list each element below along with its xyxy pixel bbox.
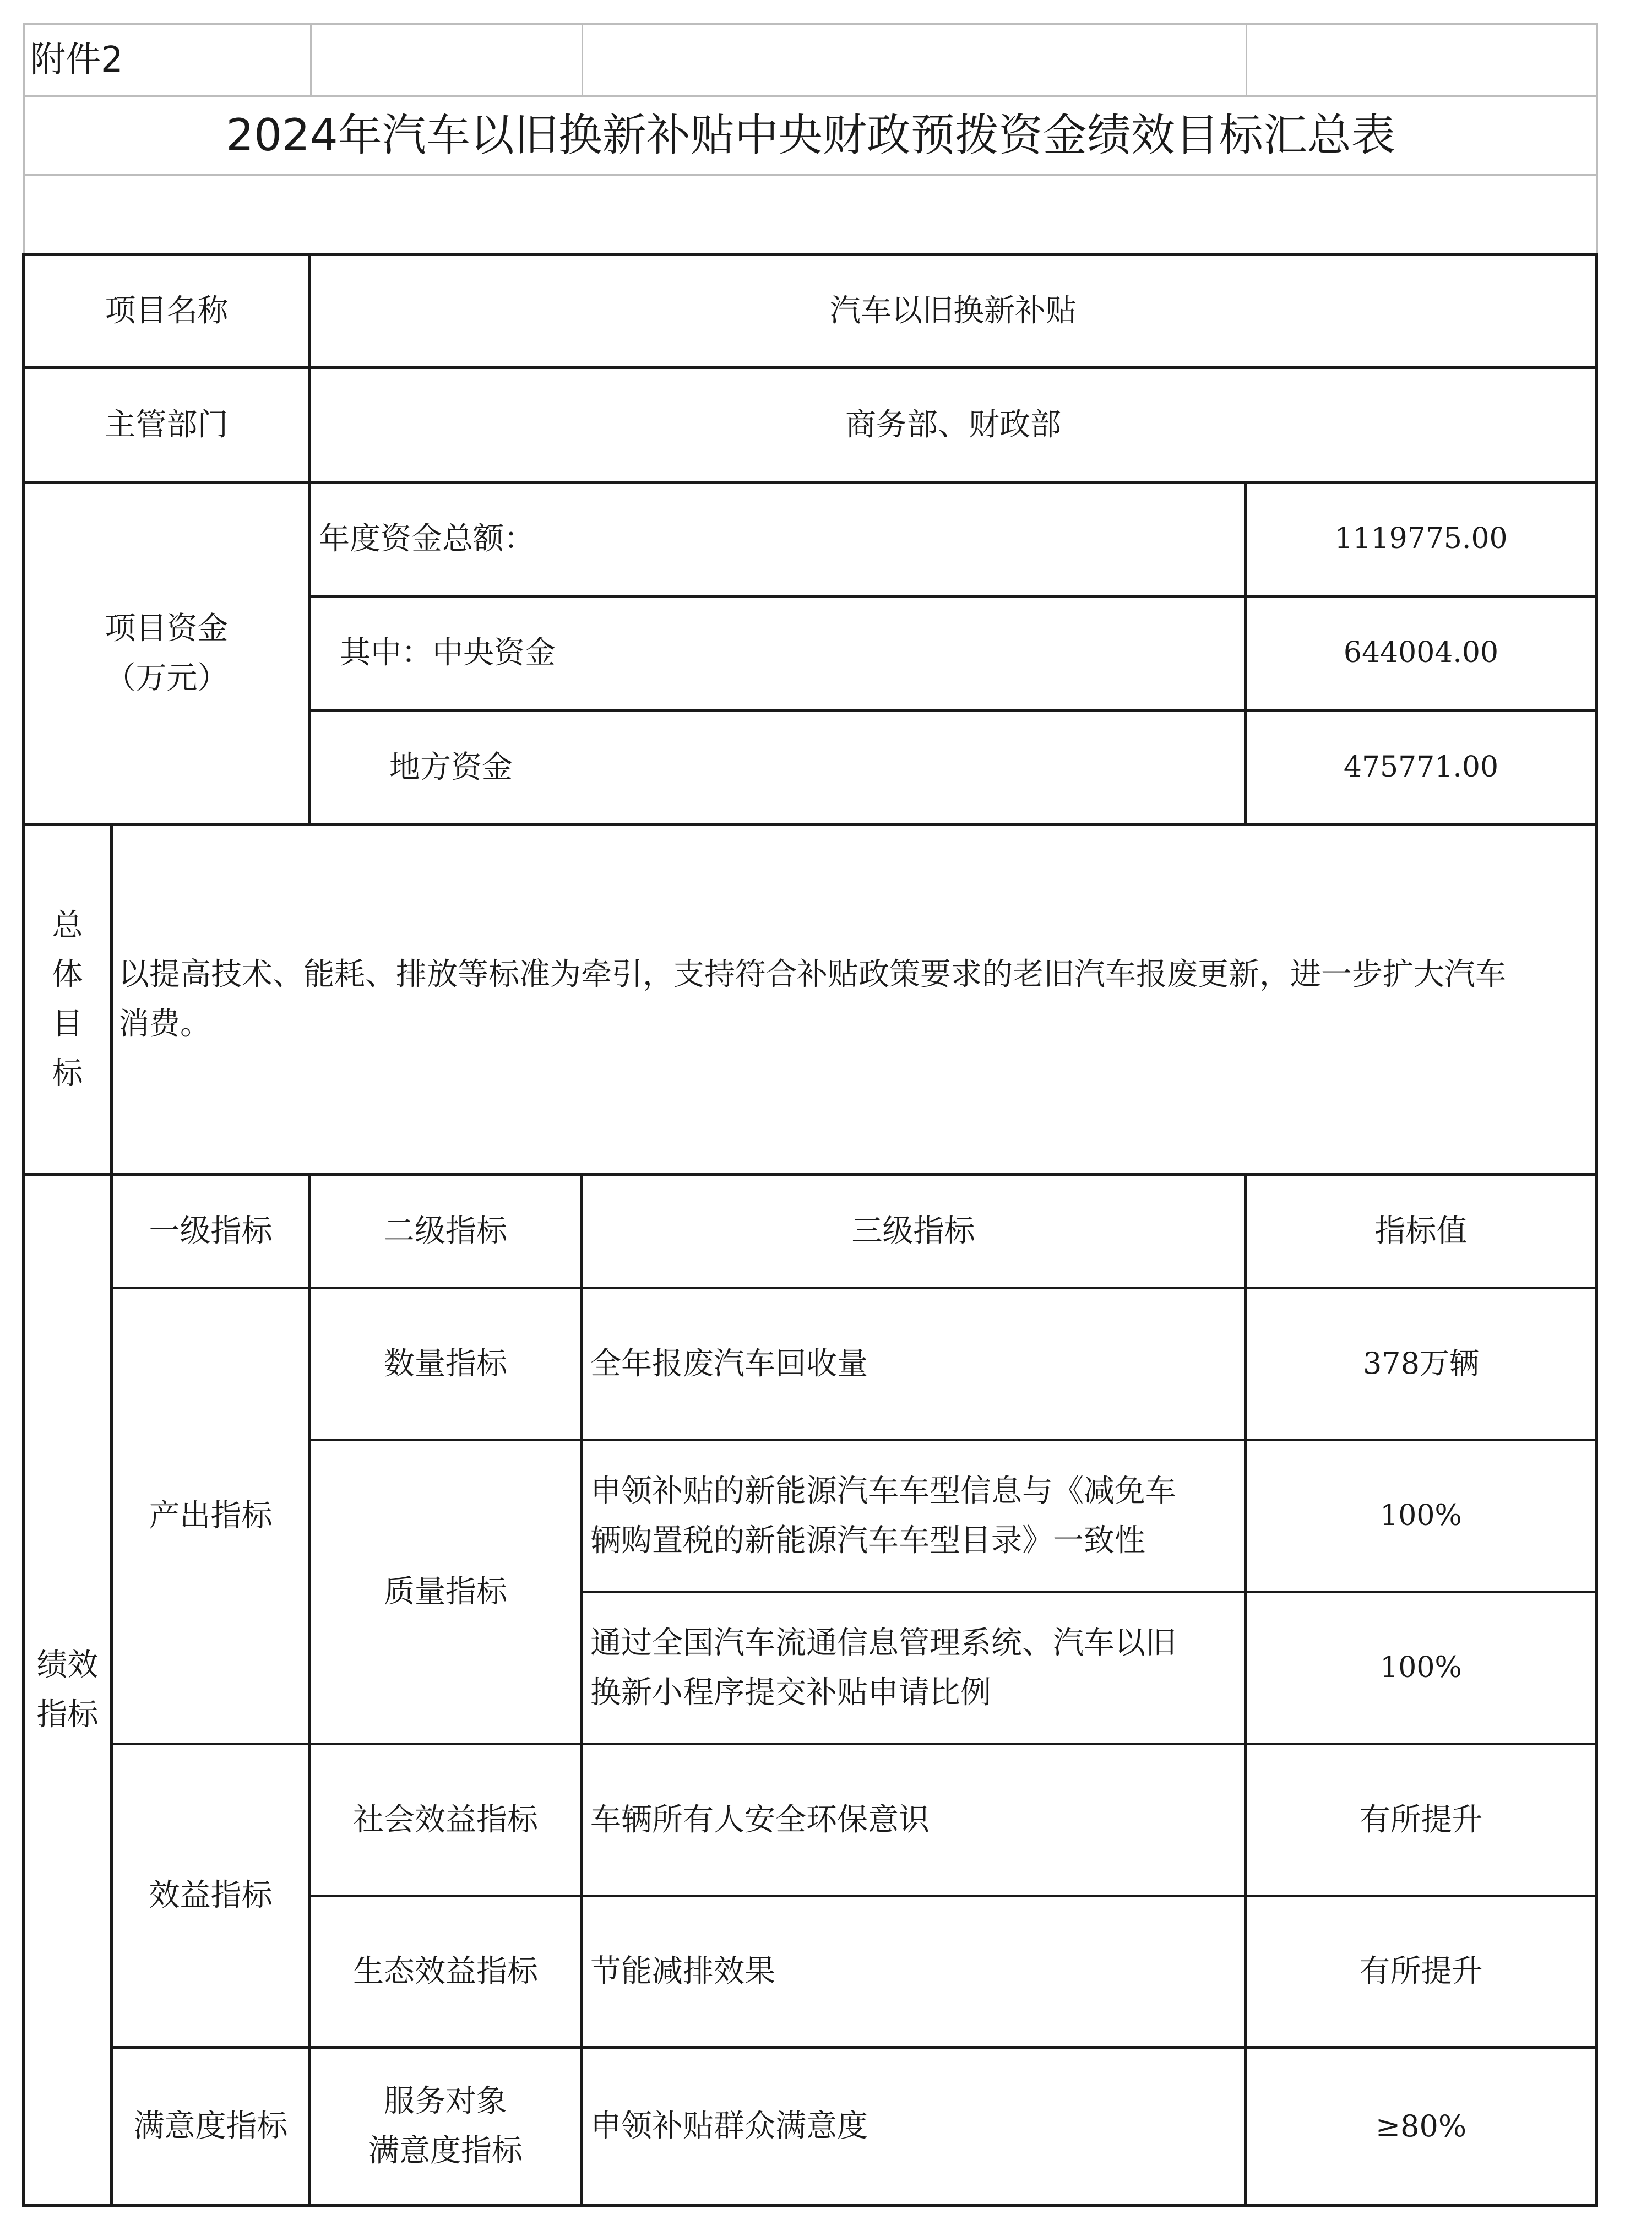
funds-central-label-text: 其中：中央资金 bbox=[340, 635, 556, 671]
satisfaction-item bbox=[583, 2049, 1244, 2204]
eco-value bbox=[1247, 1897, 1595, 2046]
satisfaction-level1-text: 满意度指标 bbox=[133, 2108, 288, 2145]
eco-value-text: 有所提升 bbox=[1359, 1953, 1483, 1990]
eco-label bbox=[311, 1897, 580, 2046]
col-header-level2-text: 二级指标 bbox=[384, 1213, 507, 1249]
social-item bbox=[583, 1745, 1244, 1895]
output-level1-text: 产出指标 bbox=[149, 1497, 273, 1534]
social-label-text: 社会效益指标 bbox=[353, 1801, 538, 1838]
quality-item-1-line1: 申领补贴的新能源汽车车型信息与《减免车 bbox=[590, 1473, 1176, 1509]
goal-label-char-4: 标 bbox=[52, 1055, 83, 1092]
satisfaction-level2-line1: 服务对象 bbox=[384, 2083, 507, 2120]
funds-central-value-text: 644004.00 bbox=[1343, 636, 1499, 670]
table-right-border bbox=[1595, 253, 1598, 2207]
output-level1 bbox=[113, 1289, 308, 1743]
quantity-value-text: 378万辆 bbox=[1362, 1346, 1480, 1381]
header-row2-bottom-border bbox=[23, 174, 1598, 176]
funds-total-label-text: 年度资金总额： bbox=[319, 521, 535, 557]
goal-text-line2: 消费。 bbox=[118, 1006, 211, 1042]
attachment-label bbox=[25, 25, 308, 95]
table-bottom-border bbox=[22, 2204, 1598, 2207]
funds-local-value bbox=[1247, 712, 1595, 823]
goal-text-line1: 以提高技术、能耗、排放等标准为牵引，支持符合补贴政策要求的老旧汽车报废更新，进一步扩大汽车 bbox=[118, 957, 1506, 993]
quantity-label-text: 数量指标 bbox=[384, 1345, 507, 1382]
goal-label-char-3: 目 bbox=[52, 1006, 83, 1042]
eco-label-text: 生态效益指标 bbox=[353, 1953, 538, 1990]
dept-label-text: 主管部门 bbox=[105, 406, 229, 443]
quantity-item bbox=[583, 1289, 1244, 1439]
funds-label-line1: 项目资金 bbox=[105, 610, 229, 647]
goal-label-char-2: 体 bbox=[52, 957, 83, 993]
quality-value-1 bbox=[1247, 1441, 1595, 1591]
quality-value-2 bbox=[1247, 1593, 1595, 1743]
performance-label-line2: 指标 bbox=[36, 1696, 99, 1733]
funds-total-value-text: 1119775.00 bbox=[1334, 522, 1508, 556]
attachment-text: 附件2 bbox=[30, 39, 123, 80]
quantity-item-text: 全年报废汽车回收量 bbox=[590, 1345, 868, 1382]
satisfaction-level2-line2: 满意度指标 bbox=[368, 2133, 523, 2169]
project-name-label bbox=[25, 256, 308, 366]
funds-local-label-text: 地方资金 bbox=[389, 749, 513, 785]
quality-value-1-text: 100% bbox=[1380, 1499, 1462, 1532]
funds-label-line2: （万元） bbox=[105, 660, 229, 696]
dept-value bbox=[311, 369, 1595, 481]
funds-central-label bbox=[311, 598, 1244, 709]
satisfaction-level2 bbox=[311, 2049, 580, 2204]
col-header-level1-text: 一级指标 bbox=[149, 1213, 273, 1249]
performance-label bbox=[25, 1176, 110, 2204]
satisfaction-value-text: ≥80% bbox=[1375, 2108, 1467, 2143]
goal-text bbox=[113, 826, 1595, 1173]
social-value bbox=[1247, 1745, 1595, 1895]
goal-label-char-1: 总 bbox=[52, 907, 83, 943]
quality-item-2-line2: 换新小程序提交补贴申请比例 bbox=[590, 1674, 991, 1711]
header-sep-2 bbox=[582, 23, 583, 95]
funds-local-label bbox=[311, 712, 1244, 823]
col-header-level2 bbox=[311, 1176, 580, 1287]
quantity-value bbox=[1247, 1289, 1595, 1439]
project-name-value-text: 汽车以旧换新补贴 bbox=[830, 293, 1077, 329]
social-value-text: 有所提升 bbox=[1359, 1801, 1483, 1838]
benefit-level1-text: 效益指标 bbox=[149, 1877, 273, 1914]
header-sep-1 bbox=[310, 23, 312, 95]
quality-label-text: 质量指标 bbox=[384, 1573, 507, 1610]
quality-item-1 bbox=[583, 1441, 1244, 1591]
quality-label bbox=[311, 1441, 580, 1743]
satisfaction-level1 bbox=[113, 2049, 308, 2204]
col-header-value-text: 指标值 bbox=[1374, 1213, 1468, 1249]
quality-item-2-line1: 通过全国汽车流通信息管理系统、汽车以旧 bbox=[590, 1625, 1176, 1661]
satisfaction-value bbox=[1247, 2049, 1595, 2204]
social-label bbox=[311, 1745, 580, 1895]
dept-value-text: 商务部、财政部 bbox=[845, 406, 1061, 443]
funds-central-value bbox=[1247, 598, 1595, 709]
eco-item-text: 节能减排效果 bbox=[590, 1953, 775, 1990]
header-sep-3 bbox=[1246, 23, 1247, 95]
project-name-label-text: 项目名称 bbox=[105, 293, 229, 329]
goal-label bbox=[25, 826, 110, 1173]
quality-item-2 bbox=[583, 1593, 1244, 1743]
quantity-label bbox=[311, 1289, 580, 1439]
col-header-level3-text: 三级指标 bbox=[851, 1213, 975, 1249]
funds-local-value-text: 475771.00 bbox=[1343, 750, 1499, 784]
col-header-level1 bbox=[113, 1176, 308, 1287]
performance-label-line1: 绩效 bbox=[36, 1647, 99, 1683]
quality-value-2-text: 100% bbox=[1380, 1651, 1462, 1684]
col-header-level3 bbox=[583, 1176, 1244, 1287]
eco-item bbox=[583, 1897, 1244, 2046]
page-title-text: 2024年汽车以旧换新补贴中央财政预拨资金绩效目标汇总表 bbox=[226, 110, 1395, 161]
social-item-text: 车辆所有人安全环保意识 bbox=[590, 1801, 930, 1838]
project-name-value bbox=[311, 256, 1595, 366]
quality-item-1-line2: 辆购置税的新能源汽车车型目录》一致性 bbox=[590, 1522, 1145, 1559]
col-header-value bbox=[1247, 1176, 1595, 1287]
funds-total-value bbox=[1247, 484, 1595, 595]
header-right-border bbox=[1596, 23, 1598, 254]
satisfaction-item-text: 申领补贴群众满意度 bbox=[590, 2108, 868, 2145]
dept-label bbox=[25, 369, 308, 481]
funds-total-label bbox=[311, 484, 1244, 595]
benefit-level1 bbox=[113, 1745, 308, 2046]
funds-label bbox=[25, 484, 308, 823]
page-title bbox=[25, 97, 1596, 174]
